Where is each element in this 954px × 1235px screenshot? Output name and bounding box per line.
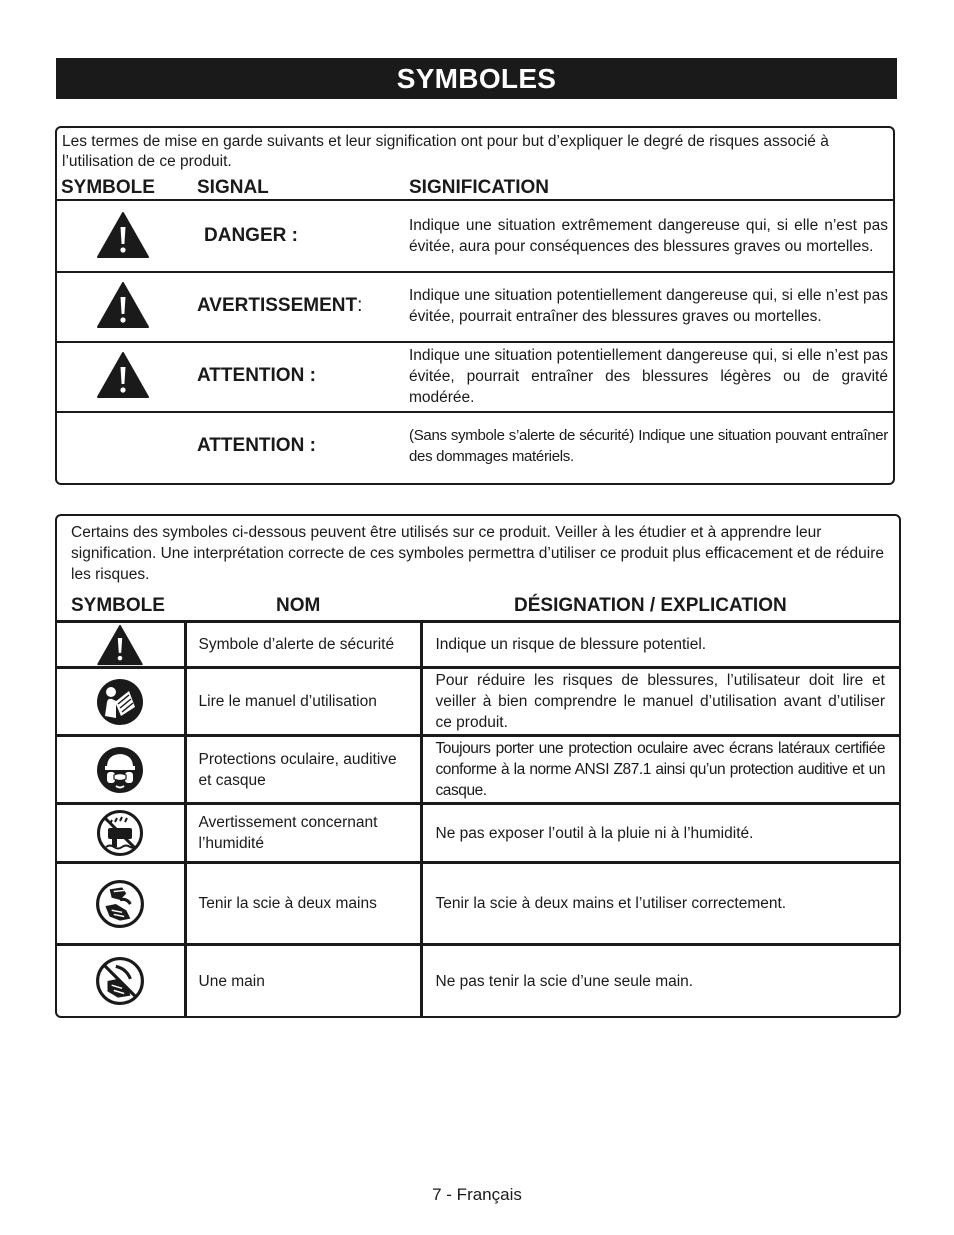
symbols-table (57, 620, 899, 1017)
signal-label: ATTENTION : (197, 365, 316, 386)
table-row (57, 668, 899, 736)
two-hands-icon (95, 879, 145, 929)
warning-triangle-icon (96, 351, 150, 399)
signal-label: AVERTISSEMENT : (197, 295, 363, 316)
table-row (57, 736, 899, 804)
signal-label: ATTENTION : (197, 435, 316, 456)
header-signal: SIGNAL (197, 177, 269, 198)
signal-meaning: Indique une situation potentiellement dangereuse qui, si elle n’est pas évitée, pourrait entraîner des blessures graves ou mortelles. (409, 287, 888, 325)
symbols-intro: Certains des symboles ci-dessous peuvent être utilisés sur ce produit. Veiller à les étudier et à apprendre leur signification. Une interprétation correcte de ces symboles permettra d’utiliser ce produit plus efficacement et de réduire les risques. (71, 524, 885, 583)
symbol-explanation: Ne pas exposer l’outil à la pluie ni à l’humidité. (421, 804, 899, 863)
signal-row-danger (57, 201, 893, 273)
symbol-name: Symbole d’alerte de sécurité (185, 622, 421, 668)
signal-meaning: Indique une situation potentiellement dangereuse qui, si elle n’est pas évitée, pourrait entraîner des blessures légères ou de gravité modérée. (409, 346, 888, 406)
symbol-explanation: Indique un risque de blessure potentiel. (421, 622, 899, 668)
eye-ear-head-protection-icon (96, 746, 144, 794)
no-one-hand-icon (95, 956, 145, 1006)
symbol-name: Tenir la scie à deux mains (185, 863, 421, 945)
symbol-explanation: Pour réduire les risques de blessures, l’utilisateur doit lire et veiller à bien comprendre le manuel d’utilisation avant d’utiliser ce produit. (421, 668, 899, 736)
symbol-name: Lire le manuel d’utilisation (185, 668, 421, 736)
header-explanation: DÉSIGNATION / EXPLICATION (514, 595, 787, 616)
signal-row-notice (57, 411, 893, 481)
header-symbol: SYMBOLE (61, 177, 155, 198)
signal-words-box (55, 126, 895, 485)
symbol-name: Avertissement concernant l’humidité (185, 804, 421, 863)
signal-row-warning (57, 271, 893, 343)
signal-meaning: Indique une situation extrêmement dangereuse qui, si elle n’est pas évitée, aura pour conséquences des blessures graves ou mortelles. (409, 217, 888, 255)
warning-triangle-icon (96, 211, 150, 259)
signal-label: DANGER : (204, 225, 298, 246)
symbol-name: Protections oculaire, auditive et casque (185, 736, 421, 804)
symbol-explanation: Toujours porter une protection oculaire avec écrans latéraux certifiée conforme à la norme ANSI Z87.1 ainsi qu’un protection auditive et un casque. (421, 736, 899, 804)
page-title: SYMBOLES (56, 58, 897, 99)
header-meaning: SIGNIFICATION (409, 177, 550, 198)
signal-row-caution (57, 341, 893, 413)
warning-triangle-icon (96, 281, 150, 329)
header-name: NOM (276, 595, 321, 616)
read-manual-icon (96, 678, 144, 726)
symbol-explanation: Ne pas tenir la scie d’une seule main. (421, 945, 899, 1017)
signal-meaning: (Sans symbole s’alerte de sécurité) Indique une situation pouvant entraîner des dommages matériels. (409, 427, 888, 465)
table-row (57, 622, 899, 668)
table-row (57, 804, 899, 863)
header-symbol: SYMBOLE (71, 595, 165, 616)
warning-triangle-icon (95, 624, 145, 666)
table-row (57, 863, 899, 945)
symbol-name: Une main (185, 945, 421, 1017)
no-rain-icon (96, 809, 144, 857)
table-row (57, 945, 899, 1017)
page-number: 7 - Français (432, 1185, 522, 1204)
symbol-explanation: Tenir la scie à deux mains et l’utiliser correctement. (421, 863, 899, 945)
signal-intro: Les termes de mise en garde suivants et leur signification ont pour but d’expliquer le degré de risques associé à l’utilisation de ce produit. (62, 133, 829, 170)
symbols-box (55, 514, 901, 1018)
